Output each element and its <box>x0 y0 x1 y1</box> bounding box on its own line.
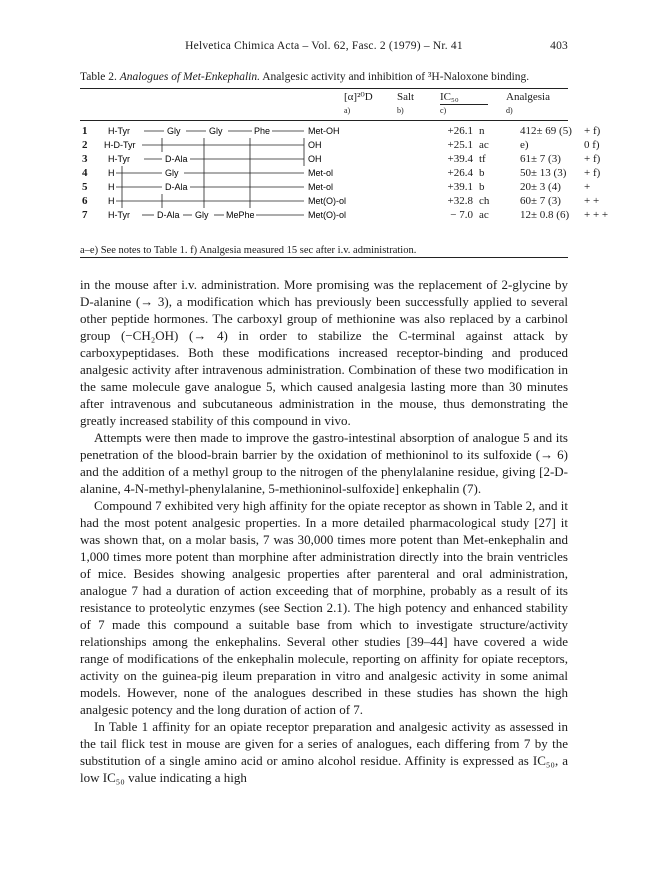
sequence-diagram <box>104 208 424 222</box>
col-head-analgesia: Analgesia d) <box>506 91 550 115</box>
table-row <box>80 208 609 222</box>
residue-label: MePhe <box>226 210 255 220</box>
table-row <box>80 180 591 194</box>
analgesia-value: + + <box>584 195 600 207</box>
residue-label: D-Ala <box>165 182 188 192</box>
col-head-ic50: IC₅₀ c) <box>440 91 459 115</box>
table-bottom-rule <box>80 257 568 258</box>
ic50-value: 60± 7 (3) <box>520 195 561 207</box>
table-caption-rest: Analgesic activity and inhibition of ³H-Naloxone binding. <box>262 71 530 83</box>
ic50-value: 20± 3 (4) <box>520 181 561 193</box>
ic50-value: 412± 69 (5) <box>520 125 572 137</box>
ic50-value: e) <box>520 139 529 151</box>
residue-label: H-Tyr <box>108 126 130 136</box>
table-footnote: a–e) See notes to Table 1. f) Analgesia measured 15 sec after i.v. administration. <box>80 245 417 256</box>
rotation-value: +39.4 <box>447 153 473 165</box>
residue-label: D-Ala <box>157 210 180 220</box>
residue-label: H-Tyr <box>108 210 130 220</box>
analgesia-value: + <box>584 181 591 193</box>
residue-label: Gly <box>195 210 209 220</box>
residue-label: Met(O)-ol <box>308 210 346 220</box>
residue-label: H <box>108 182 115 192</box>
table-row <box>80 194 600 208</box>
sequence-diagram <box>104 124 424 138</box>
residue-label: Gly <box>165 168 179 178</box>
residue-label: Met-ol <box>308 182 334 192</box>
row-number: 2 <box>82 139 88 151</box>
row-number: 5 <box>82 181 88 193</box>
sequence-diagram <box>104 180 424 194</box>
residue-label: Met-ol <box>308 168 334 178</box>
table-row <box>80 166 601 180</box>
salt-value: tf <box>479 153 486 165</box>
salt-value: ac <box>479 209 489 221</box>
body-text <box>80 276 568 786</box>
table-header-rule <box>80 120 568 121</box>
page-number: 403 <box>550 40 568 52</box>
residue-label: Met-OH <box>308 126 340 136</box>
rotation-value: − 7.0 <box>450 209 473 221</box>
col-head-rotation: [α]²⁰D a) <box>344 91 373 115</box>
analgesia-value: + + + <box>584 209 609 221</box>
residue-label: OH <box>308 140 322 150</box>
table-top-rule <box>80 88 568 89</box>
ic50-value: 50± 13 (3) <box>520 167 567 179</box>
analgesia-value: + f) <box>584 125 601 137</box>
salt-value: n <box>479 125 485 137</box>
ic50-value: 12± 0.8 (6) <box>520 209 570 221</box>
table-caption <box>80 70 568 84</box>
residue-label: Met(O)-ol <box>308 196 346 206</box>
residue-label: H <box>108 196 115 206</box>
salt-value: ac <box>479 139 489 151</box>
table-row <box>80 124 601 138</box>
table-caption-label: Table 2. <box>80 71 117 83</box>
sequence-diagram <box>104 152 424 166</box>
sequence-diagram <box>104 166 424 180</box>
table-row <box>80 138 600 152</box>
residue-label: H-Tyr <box>108 154 130 164</box>
rotation-value: +26.4 <box>447 167 473 179</box>
analgesia-value: + f) <box>584 167 601 179</box>
salt-value: b <box>479 181 485 193</box>
residue-label: OH <box>308 154 322 164</box>
residue-label: D-Ala <box>165 154 188 164</box>
residue-label: Phe <box>254 126 271 136</box>
paragraph: Attempts were then made to improve the gastro-intestinal absorption of analogue 5 and its penetration of the blood-brain barrier by the oxidation of methioninol to its sulfoxide (→ 6) and the addition of a methyl group to the nitrogen of the phenylalanine residue, giving [2-D-alanine, 4-N-methyl-phenylalanine, 5-methioninol-sulfoxide] enkephalin (7). <box>80 430 568 496</box>
rotation-value: +39.1 <box>447 181 473 193</box>
residue-label: Gly <box>167 126 181 136</box>
journal-header: Helvetica Chimica Acta – Vol. 62, Fasc. 2 (1979) – Nr. 41 <box>185 40 463 52</box>
rotation-value: +26.1 <box>447 125 473 137</box>
rotation-value: +32.8 <box>447 195 473 207</box>
row-number: 7 <box>82 209 88 221</box>
sequence-diagram <box>104 138 424 152</box>
paragraph: In Table 1 affinity for an opiate receptor preparation and analgesic activity as assessed in the tail flick test in mouse are given for a series of analogues, each differing from 7 by the substitution of a single amino acid or amino alcohol residue. Affinity is expressed as IC₅₀, a low IC₅₀ value indicating a high <box>80 719 568 785</box>
table-row <box>80 152 601 166</box>
row-number: 4 <box>82 167 88 179</box>
sequence-diagram <box>104 194 424 208</box>
analgesia-value: 0 f) <box>584 139 600 151</box>
salt-value: b <box>479 167 485 179</box>
paragraph: Compound 7 exhibited very high affinity for the opiate receptor as shown in Table 2, and it had the most potent analgesic properties. In a more detailed pharmacological study [27] it was shown that, on a molar basis, 7 was 30,000 times more potent than Met-enkephalin and 1,000 times more potent than morphine after administration directly into the brain ventricles of mice. Besides showing analgesic properties after parenteral and oral administration, analogue 7 had a duration of action exceeding that of morphine, probably as a result of its resistance to proteolytic enzymes (see Section 2.1). The high potency and enhanced stability of 7 made this compound a suitable base from which to investigate structure/activity relationships among the enkephalins. Several other studies [39–44] have covered a wide range of modifications of the enkephalin molecule, reporting on affinity for opiate receptors, activity on the guinea-pig ileum preparation in vitro and analgesic activity in some animal models. However, none of the analogues described in these studies has shown the high analgesic potency and the long duration of action of 7. <box>80 498 568 717</box>
table-caption-title: Analogues of Met-Enkephalin. <box>119 71 260 83</box>
salt-value: ch <box>479 195 490 207</box>
analgesia-value: + f) <box>584 153 601 165</box>
ic50-underline <box>440 104 488 105</box>
col-head-salt: Salt b) <box>397 91 415 115</box>
residue-label: Gly <box>209 126 223 136</box>
row-number: 3 <box>82 153 88 165</box>
paragraph: in the mouse after i.v. administration. More promising was the replacement of 2-glycine by D-alanine (→ 3), a modification which has previously been successfully applied to several other peptide hormones. The carboxyl group of methionine was also replaced by a carbinol group (−CH₂OH) (→ 4) in order to stabilize the C-terminal against attack by carboxypeptidases. Both these modifications increased receptor-binding and produced analgesic activity after intravenous administration. Combination of these two modification in the same molecule gave analogue 5, which caused analgesia lasting more than 30 minutes after intravenous and subcutaneous administration in the mouse, thus demonstrating the greatly increased stability of this compound in vivo. <box>80 277 568 428</box>
ic50-value: 61± 7 (3) <box>520 153 561 165</box>
row-number: 6 <box>82 195 88 207</box>
residue-label: H-D-Tyr <box>104 140 136 150</box>
residue-label: H <box>108 168 115 178</box>
running-header <box>80 40 568 56</box>
rotation-value: +25.1 <box>447 139 473 151</box>
row-number: 1 <box>82 125 88 137</box>
